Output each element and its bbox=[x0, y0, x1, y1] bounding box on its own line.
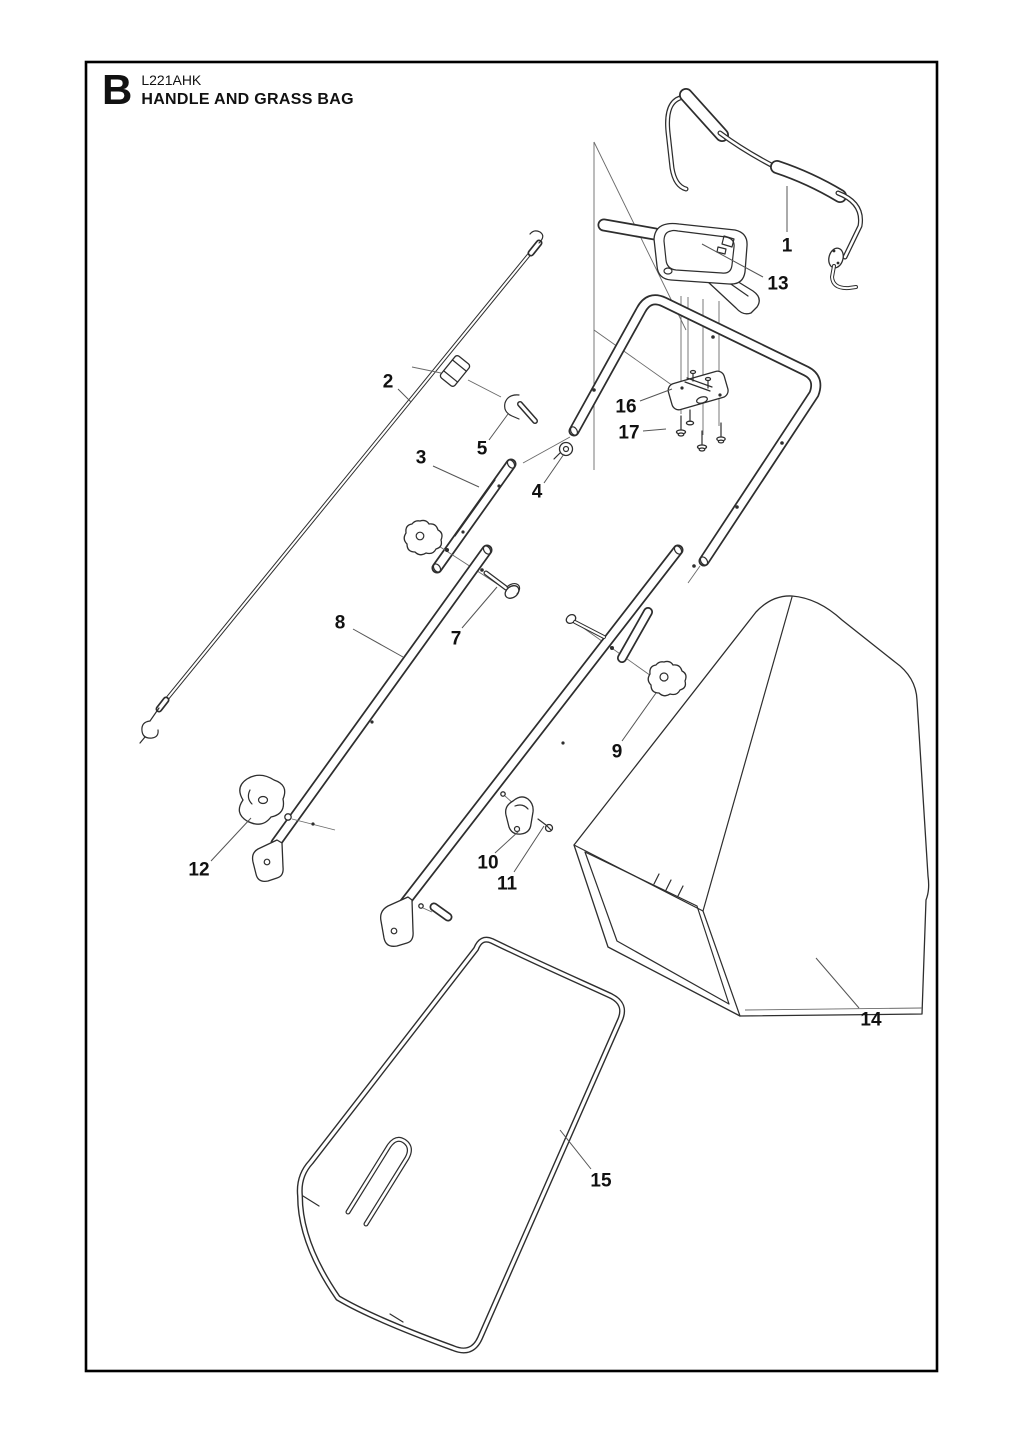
part-7-bolt bbox=[486, 573, 521, 601]
callout-13-label: 13 bbox=[767, 273, 789, 295]
part-5-cable-hook bbox=[505, 395, 535, 421]
part-11-screw bbox=[538, 819, 553, 832]
callout-7-label: 7 bbox=[450, 628, 462, 650]
callout-17-leader bbox=[643, 429, 666, 431]
part-3-tube bbox=[432, 459, 516, 574]
part-15-bag-frame bbox=[300, 940, 622, 1351]
part-10-clamp bbox=[501, 792, 533, 834]
part-13-console bbox=[604, 224, 759, 314]
callout-12-label: 12 bbox=[188, 859, 210, 881]
callout-5-leader bbox=[489, 414, 508, 440]
part-2-cable bbox=[140, 231, 543, 743]
upper-handle-frame bbox=[523, 300, 816, 583]
callout-2-label: 2 bbox=[382, 371, 394, 393]
page-title: HANDLE AND GRASS BAG bbox=[141, 90, 354, 108]
callout-12-leader bbox=[211, 818, 251, 861]
callout-8-leader bbox=[353, 629, 403, 657]
model-number: L221AHK bbox=[141, 72, 202, 88]
callout-16-leader bbox=[640, 389, 672, 401]
handle-knob-upper bbox=[404, 520, 449, 554]
callout-8-label: 8 bbox=[334, 612, 346, 634]
section-letter: B bbox=[102, 66, 133, 113]
part-16-bracket bbox=[667, 370, 730, 412]
callout-14-label: 14 bbox=[860, 1009, 882, 1031]
callout-16-label: 16 bbox=[615, 396, 637, 418]
callout-1-label: 1 bbox=[781, 235, 793, 257]
callout-7-leader bbox=[462, 587, 497, 628]
callout-3-leader bbox=[433, 466, 479, 487]
part-4-spacer bbox=[554, 443, 573, 460]
callout-10-label: 10 bbox=[477, 852, 499, 874]
callout-11-label: 11 bbox=[496, 873, 518, 895]
callout-5-label: 5 bbox=[476, 438, 488, 460]
callout-4-label: 4 bbox=[531, 481, 543, 503]
callout-17-label: 17 bbox=[618, 422, 640, 444]
part-17-screws bbox=[677, 410, 726, 451]
callout-15-label: 15 bbox=[590, 1170, 612, 1192]
callout-10-leader bbox=[495, 830, 520, 853]
callout-9-leader bbox=[622, 693, 656, 741]
callout-2-leader bbox=[398, 389, 411, 402]
callout-3-label: 3 bbox=[415, 447, 427, 469]
callout-9-label: 9 bbox=[611, 741, 623, 763]
title-block bbox=[102, 66, 354, 113]
